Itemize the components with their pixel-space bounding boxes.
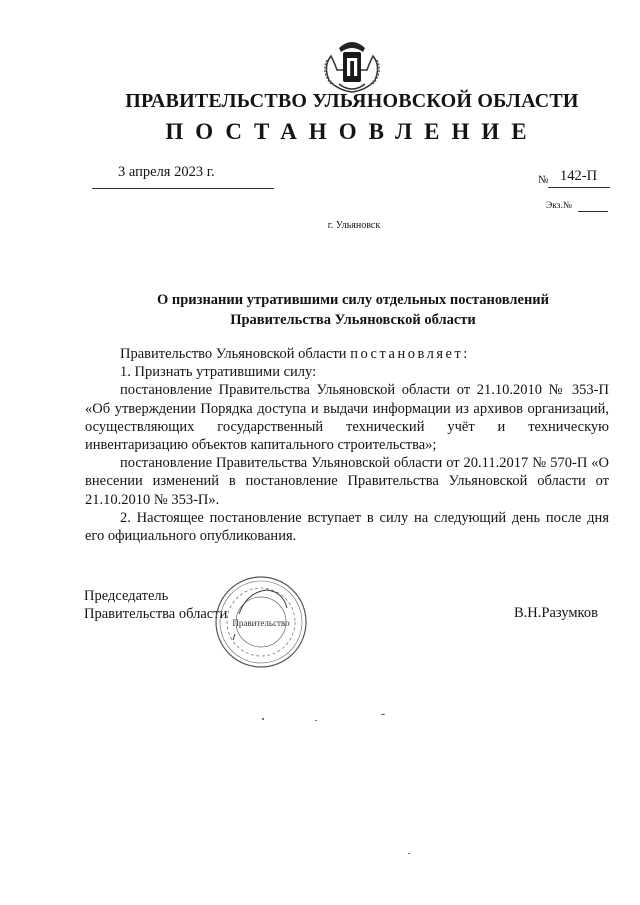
subject-line-2: Правительства Ульяновской области (230, 312, 476, 328)
document-number: 142-П (560, 168, 598, 184)
subject-line-1: О признании утратившими силу отдельных постановлений (156, 292, 550, 308)
copy-number-underline (578, 211, 608, 212)
coat-of-arms-emblem (319, 36, 385, 96)
document-date: 3 апреля 2023 г. (118, 164, 215, 180)
scan-speck (408, 853, 410, 854)
decree-word: постановляет: (350, 346, 470, 362)
official-seal-stamp (213, 574, 309, 670)
document-subject (120, 290, 586, 330)
repealed-decree-2: постановление Правительства Ульяновской области от 20.11.2017 № 570-П «О внесении изменений в постановление Правительства Ульяновской области от 21.10.2010 № 353-П». (85, 455, 609, 508)
copy-number-label: Экз.№ (546, 201, 572, 211)
number-underline (548, 187, 610, 188)
number-sign: № (538, 174, 549, 186)
signatory-name: В.Н.Разумков (514, 605, 598, 621)
signatory-title-line-1: Председатель (84, 588, 169, 604)
signatory-title (84, 587, 227, 623)
document-body (85, 345, 609, 545)
city-name: г. Ульяновск (327, 220, 381, 231)
repealed-decree-1: постановление Правительства Ульяновской области от 21.10.2010 № 353-П «Об утверждении Порядка доступа и выдачи информации из архивов организаций, осуществляющих государственный технический учёт и техническую инвентаризацию объектов капитального строительства»; (85, 382, 609, 454)
document-type-title: ПОСТАНОВЛЕНИЕ (165, 119, 539, 144)
intro-prefix: Правительство Ульяновской области (120, 346, 347, 362)
scan-speck (315, 720, 317, 721)
scan-speck (262, 718, 264, 720)
stamp-center-text: Правительство (232, 618, 290, 628)
date-underline (92, 188, 274, 189)
intro-paragraph (85, 345, 609, 363)
signatory-title-line-2: Правительства области (84, 606, 228, 622)
item-1: 1. Признать утратившими силу: (120, 364, 317, 381)
item-2: 2. Настоящее постановление вступает в силу на следующий день после дня его официального опубликования. (85, 509, 609, 545)
scan-speck (381, 714, 385, 715)
government-name: ПРАВИТЕЛЬСТВО УЛЬЯНОВСКОЙ ОБЛАСТИ (125, 90, 579, 112)
